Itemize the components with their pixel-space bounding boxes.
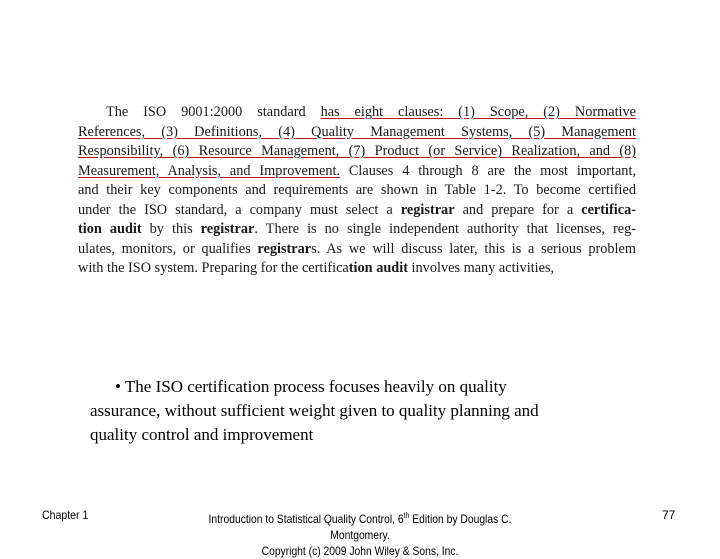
footer-citation-line-1: Introduction to Statistical Quality Control, 6th Edition by Douglas C. Montgomery. [208, 511, 512, 542]
excerpt-line: with the ISO system. Preparing for the certification audit involves many activities, [78, 260, 555, 276]
bullet-point [90, 375, 650, 447]
excerpt-line: ulates, monitors, or qualifies registrars. As we will discuss later, this is a serious problem [78, 240, 636, 257]
textbook-excerpt [78, 103, 636, 279]
bullet-line: assurance, without sufficient weight given to quality planning and [90, 401, 539, 420]
footer-chapter: Chapter 1 [42, 508, 89, 522]
excerpt-line: Responsibility, (6) Resource Management, (7) Product (or Service) Realization, and (8) [78, 143, 636, 159]
excerpt-line: The ISO 9001:2000 standard has eight clauses: (1) Scope, (2) Normative [106, 104, 636, 120]
page-number: 77 [662, 508, 676, 522]
excerpt-line: References, (3) Definitions, (4) Quality Management Systems, (5) Management [78, 123, 636, 140]
footer-citation-line-2: Copyright (c) 2009 John Wiley & Sons, Inc. [261, 544, 459, 558]
bullet-line: • The ISO certification process focuses heavily on quality [115, 377, 507, 396]
excerpt-line: under the ISO standard, a company must select a registrar and prepare for a certifica- [78, 201, 636, 218]
excerpt-line: tion audit by this registrar. There is no single independent authority that licenses, reg- [78, 221, 636, 237]
excerpt-line: and their key components and requirements are shown in Table 1-2. To become certified [78, 182, 636, 198]
bullet-line: quality control and improvement [90, 425, 314, 444]
excerpt-line: Measurement, Analysis, and Improvement. Clauses 4 through 8 are the most important, [78, 162, 636, 179]
footer-citation [188, 508, 532, 559]
